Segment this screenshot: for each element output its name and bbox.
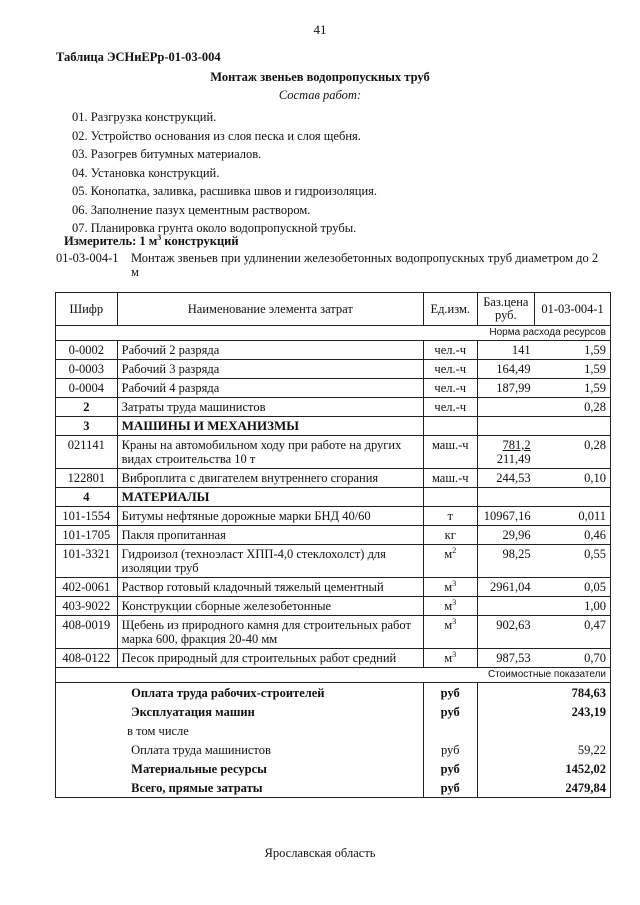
table-header bbox=[56, 293, 611, 326]
measure-unit: Измеритель: 1 $м^3$ конструкций bbox=[64, 232, 239, 248]
works-list bbox=[72, 108, 377, 238]
section-description: Монтаж звеньев при удлинении железобетонных водопропускных труб диаметром до 2 м bbox=[131, 251, 599, 279]
cost-caption-row bbox=[56, 668, 611, 683]
table-row: 101-1554 Битумы нефтяные дорожные марки БНД 40/60 т 10967,16 0,011 bbox=[56, 507, 611, 526]
header-name: Наименование элемента затрат bbox=[117, 293, 423, 326]
work-item: 06. Заполнение пазух цементным раствором. bbox=[72, 202, 311, 217]
work-item: 03. Разогрев битумных материалов. bbox=[72, 147, 262, 161]
norm-caption-row bbox=[56, 326, 611, 341]
summary-row: Всего, прямые затраты руб 2479,84 bbox=[56, 778, 611, 798]
summary-row: Оплата труда рабочих-строителей руб 784,63 bbox=[56, 683, 611, 703]
header-norm: 01-03-004-1 bbox=[535, 293, 611, 326]
section-code: 01-03-004-1 bbox=[56, 251, 119, 265]
table-code: Таблица ЭСНиЕРр-01-03-004 bbox=[56, 50, 221, 64]
table-row: 408-0019 Щебень из природного камня для строительных работ марка 600, фракция 20-40 мм $м^3$ 902,63 0,47 bbox=[56, 616, 611, 649]
table-row: 021141 Краны на автомобильном ходу при работе на других видах строительства 10 т маш.-ч 781,2 211,49 0,28 bbox=[56, 436, 611, 469]
work-item: 05. Конопатка, заливка, расшивка швов и гидроизоляция. bbox=[72, 184, 378, 198]
section-row: 3 МАШИНЫ И МЕХАНИЗМЫ bbox=[56, 417, 611, 436]
resource-table bbox=[55, 292, 611, 798]
header-code: Шифр bbox=[56, 293, 118, 326]
work-item: 04. Установка конструкций. bbox=[72, 165, 220, 180]
header-unit: Ед.изм. bbox=[423, 293, 477, 326]
summary-row: Материальные ресурсы руб 1452,02 bbox=[56, 759, 611, 778]
table-row: 0-0004 Рабочий 4 разряда чел.-ч 187,99 1,59 bbox=[56, 379, 611, 398]
work-item: 02. Устройство основания из слоя песка и слоя щебня. bbox=[72, 128, 361, 143]
work-item: 01. Разгрузка конструкций. bbox=[72, 110, 217, 124]
table-row: 101-3321 Гидроизол (техноэласт ХПП-4,0 стеклохолст) для изоляции труб $м^2$ 98,25 0,55 bbox=[56, 545, 611, 578]
table-row: 122801 Виброплита с двигателем внутреннего сгорания маш.-ч 244,53 0,10 bbox=[56, 469, 611, 488]
table-row: 408-0122 Песок природный для строительных работ средний $м^3$ 987,53 0,70 bbox=[56, 649, 611, 668]
section-row: 4 МАТЕРИАЛЫ bbox=[56, 488, 611, 507]
table-row: 101-1705 Пакля пропитанная кг 29,96 0,46 bbox=[56, 526, 611, 545]
header-price: Баз.цена руб. bbox=[477, 293, 535, 326]
table-row: 403-9022 Конструкции сборные железобетонные $м^3$ 1,00 bbox=[56, 597, 611, 616]
norm-caption: Норма расхода ресурсов bbox=[56, 326, 611, 341]
table-row: 402-0061 Раствор готовый кладочный тяжелый цементный $м^3$ 2961,04 0,05 bbox=[56, 578, 611, 597]
page-footer: Ярославская область bbox=[264, 846, 376, 860]
table-row: 0-0002 Рабочий 2 разряда чел.-ч 141 1,59 bbox=[56, 341, 611, 360]
cost-caption: Стоимостные показатели bbox=[56, 668, 611, 683]
work-item: 07. Планировка грунта около водопропускной трубы. bbox=[72, 221, 357, 235]
summary-row: в том числе bbox=[56, 721, 611, 740]
page-number: 41 bbox=[313, 22, 327, 37]
summary-row: Эксплуатация машин руб 243,19 bbox=[56, 702, 611, 721]
works-subtitle: Состав работ: bbox=[278, 88, 362, 102]
table-row: 0-0003 Рабочий 3 разряда чел.-ч 164,49 1,59 bbox=[56, 360, 611, 379]
summary-row: Оплата труда машинистов руб 59,22 bbox=[56, 740, 611, 759]
table-row: 2 Затраты труда машинистов чел.-ч 0,28 bbox=[56, 398, 611, 417]
table-title: Монтаж звеньев водопропускных труб bbox=[210, 70, 430, 84]
